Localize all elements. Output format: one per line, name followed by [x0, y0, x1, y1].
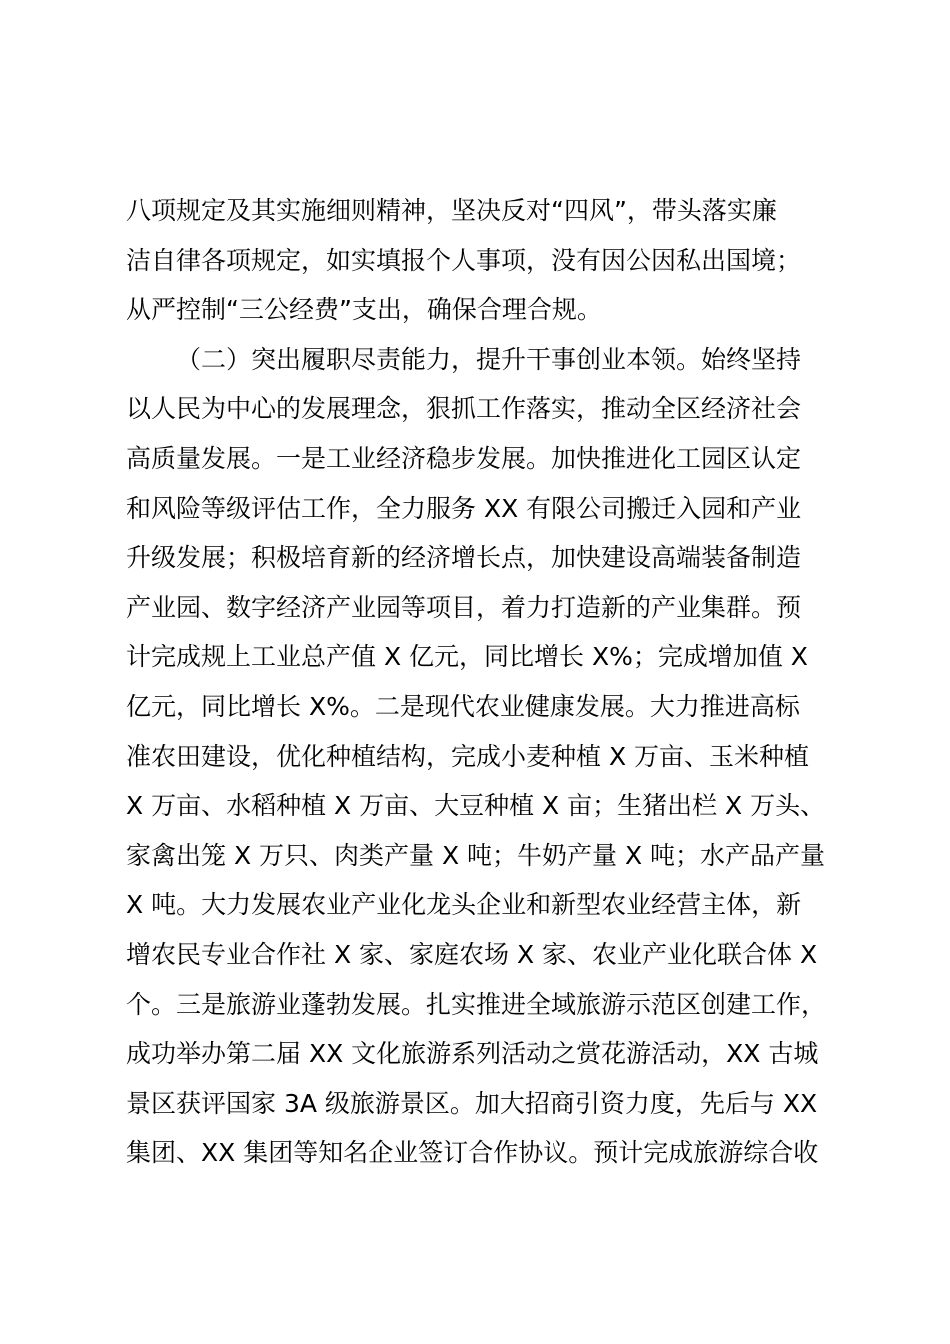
text-line: 产业园、数字经济产业园等项目，着力打造新的产业集群。预: [126, 592, 802, 622]
text-line: 洁自律各项规定，如实填报个人事项，没有因公因私出国境；: [126, 245, 802, 275]
text-line: 亿元，同比增长 X%。二是现代农业健康发展。大力推进高标: [126, 691, 800, 721]
text-line: X 万亩、水稻种植 X 万亩、大豆种植 X 亩；生猪出栏 X 万头、: [126, 791, 826, 821]
text-line: 个。三是旅游业蓬勃发展。扎实推进全域旅游示范区创建工作，: [126, 989, 827, 1019]
text-line: 计完成规上工业总产值 X 亿元，同比增长 X%；完成增加值 X: [126, 642, 808, 672]
text-line: 和风险等级评估工作，全力服务 XX 有限公司搬迁入园和产业: [126, 493, 802, 523]
text-line: 高质量发展。一是工业经济稳步发展。加快推进化工园区认定: [126, 443, 802, 473]
text-line: 景区获评国家 3A 级旅游景区。加大招商引资力度，先后与 XX: [126, 1088, 818, 1118]
text-line: 家禽出笼 X 万只、肉类产量 X 吨；牛奶产量 X 吨；水产品产量: [126, 840, 826, 870]
text-line: 从严控制“三公经费”支出，确保合理合规。: [126, 295, 602, 325]
text-line: 准农田建设，优化种植结构，完成小麦种植 X 万亩、玉米种植: [126, 741, 810, 771]
text-line: 八项规定及其实施细则精神，坚决反对“四风”，带头落实廉: [126, 196, 777, 225]
paragraph-first-line: （二）突出履职尽责能力，提升干事创业本领。始终坚持: [176, 344, 802, 374]
text-line: 以人民为中心的发展理念，狠抓工作落实，推动全区经济社会: [126, 394, 802, 424]
text-line: 增农民专业合作社 X 家、家庭农场 X 家、农业产业化联合体 X: [126, 939, 818, 969]
text-line: X 吨。大力发展农业产业化龙头企业和新型农业经营主体，新: [126, 890, 802, 920]
text-line: 升级发展；积极培育新的经济增长点，加快建设高端装备制造: [126, 543, 802, 573]
body-text: [126, 186, 846, 1178]
text-line: 成功举办第二届 XX 文化旅游系列活动之赏花游活动，XX 古城: [126, 1039, 819, 1069]
text-line: 集团、XX 集团等知名企业签订合作协议。预计完成旅游综合收: [126, 1138, 819, 1168]
